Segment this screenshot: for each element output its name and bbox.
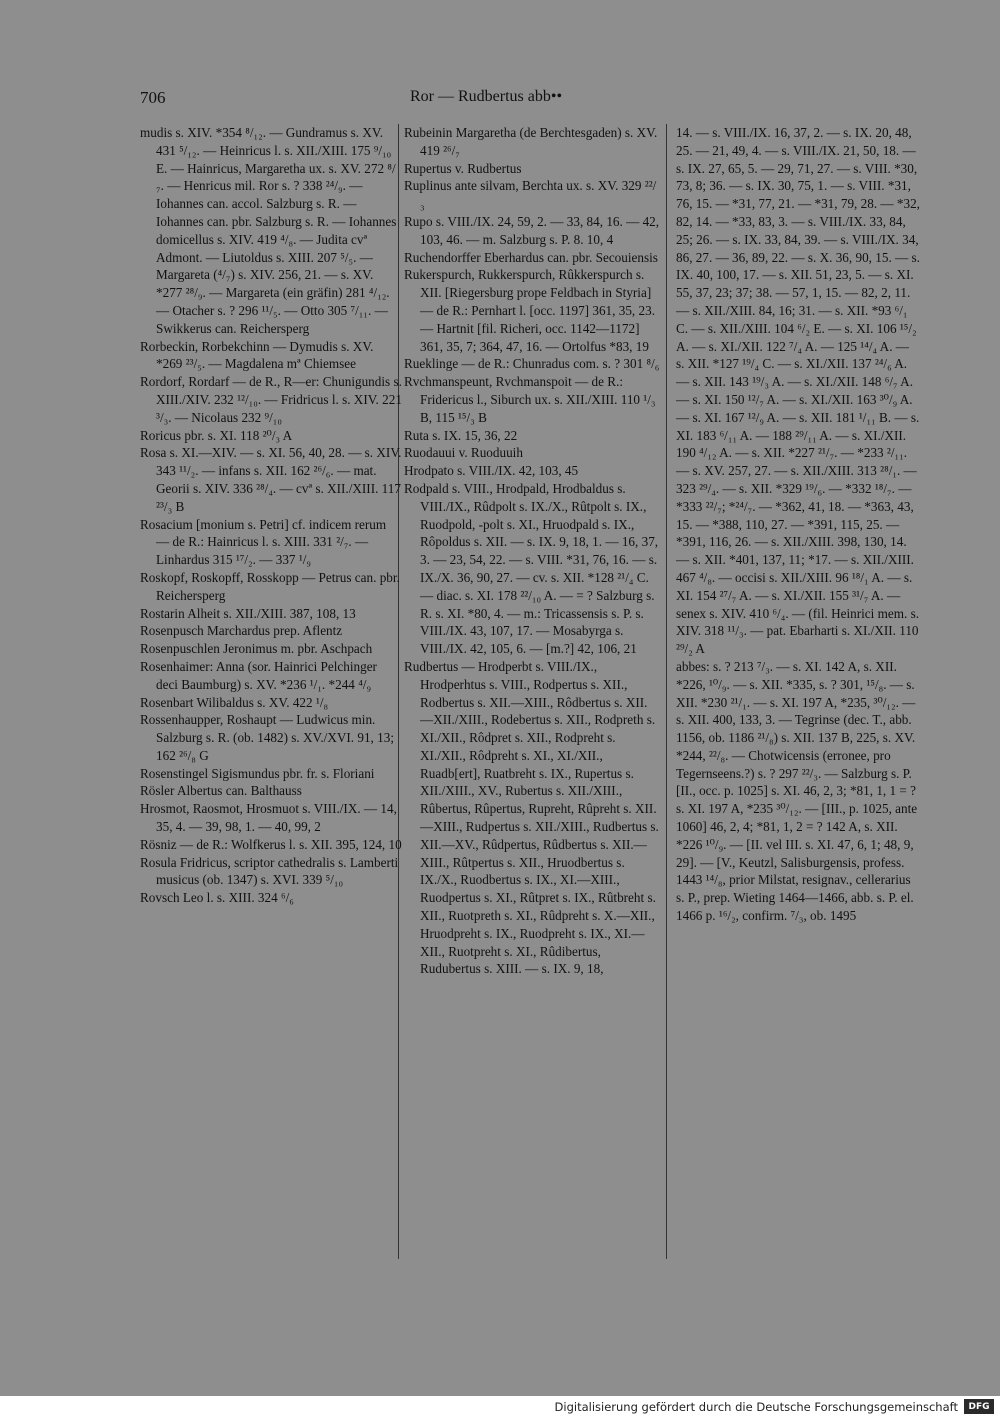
running-head: Ror — Rudbertus abb•• xyxy=(410,88,563,105)
index-entry: Rupertus v. Rudbertus xyxy=(404,160,522,176)
page-header xyxy=(140,88,870,110)
digitization-footer xyxy=(0,1396,1000,1419)
index-entry: Rukerspurch, Rukkerspurch, Rûkkerspurch s. XII. [Riegersburg prope Feldbach in Styria] — de R.: Pernhart l. [occ. 1197] 361, 35, 23. — Hartnit [fil. Richeri, occ. 1142—1172] 361, 35, 7; 364, 47, 16. — Ortolfus *83, 19 xyxy=(404,267,656,354)
index-entry: Hrosmot, Raosmot, Hrosmuot s. VIII./IX. — 14, 35, 4. — 39, 98, 1. — 40, 99, 2 xyxy=(140,801,397,835)
index-entry: Ruta s. IX. 15, 36, 22 xyxy=(404,427,518,443)
index-entry: Rosenstingel Sigismundus pbr. fr. s. Floriani xyxy=(140,765,375,781)
index-entry: Rossenhaupper, Roshaupt — Ludwicus min. Salzburg s. R. (ob. 1482) s. XV./XVI. 91, 13; 162 ²⁶/₈ G xyxy=(140,712,394,763)
index-entry: Rupo s. VIII./IX. 24, 59, 2. — 33, 84, 16. — 42, 103, 46. — m. Salzburg s. P. 8. 10, 4 xyxy=(404,213,660,247)
index-entry: Rosenpusch Marchardus prep. Aflentz xyxy=(140,623,343,639)
index-entry: 14. — s. VIII./IX. 16, 37, 2. — s. IX. 20, 48, 25. — 21, 49, 4. — s. VIII./IX. 21, 50, 18. — s. IX. 27, 65, 5. — 29, 71, 27. — s. VIII. *30, 73, 8; 36. — s. IX. 30, 75, 1. — s. VIII. *31, 76, 15. — *31, 77, 21. — *31, 79, 28. — *32, 82, 14. — *33, 83, 3. — s. VIII./IX. 33, 84, 25; 26. — s. IX. 33, 84, 39. — s. VIII./IX. 34, 86, 27. — 36, 89, 22. — s. X. 36, 90, 15. — s. IX. 40, 100, 17. — s. XII. 51, 23, 5. — s. XI. 55, 37, 23; 37; 38. — 57, 1, 15. — 82, 2, 11. — s. XII./XIII. 84, 16; 31. — s. XII. *93 ⁶/₁ C. — s. XII./XIII. 104 ⁶/₂ E. — s. XI. 106 ¹⁵/₂ A. — s. XI./XII. 122 ⁷/₄ A. — 125 ¹⁴/₄ A. — s. XII. *127 ¹⁹/₄ C. — s. XI./XII. 137 ²⁴/₆ A. — s. XII. 143 ¹⁹/₃ A. — s. XI./XII. 148 ⁶/₇ A. — s. XI. 150 ¹²/₇ A. — s. XI./XII. 163 ³⁰/₉ A. — s. XI. 167 ¹²/₉ A. — s. XII. 181 ¹/₁₁ B. — s. XI. 183 ⁶/₁₁ A. — 188 ²⁹/₁₁ A. — s. XI./XII. 190 ⁴/₁₂ A. — s. XII. *227 ²¹/₇. — *233 ²/₁₁. — s. XV. 257, 27. — s. XII./XIII. 313 ²⁸/₁. — 323 ²⁹/₄. — s. XII. *329 ¹⁹/₆. — *332 ¹⁸/₇. — *333 ²²/₇; *²⁴/₇. — *362, 41, 18. — *363, 43, 15. — *388, 110, 27. — *391, 115, 25. — *391, 116, 26. — s. XII./XIII. 398, 130, 14. — s. XII. *401, 137, 11; *17. — s. XII./XIII. 467 ⁴/₈. — occisi s. XII./XIII. 96 ¹⁸/₁ A. — s. XI. 154 ²⁷/₇ A. — s. XI./XII. 155 ³¹/₇ A. — senex s. XIV. 410 ⁶/₄. — (fil. Heinrici mem. s. XIV. 318 ¹¹/₃. — pat. Ebarharti s. XI./XII. 110 ²⁹/₂ A xyxy=(676,125,920,657)
index-entry: Roskopf, Roskopff, Rosskopp — Petrus can. pbr. Reichersperg xyxy=(140,569,400,603)
index-entry: Rueklinge — de R.: Chunradus com. s. ? 301 ⁸/₆ xyxy=(404,356,660,372)
index-column-3 xyxy=(676,124,920,925)
index-entry: Rosacium [monium s. Petri] cf. indicem rerum — de R.: Hainricus l. s. XIII. 331 ²/₇. — Linhardus 315 ¹⁷/₂. — 337 ¹/₉ xyxy=(140,516,387,568)
index-entry: Roricus pbr. s. XI. 118 ²⁰/₃ A xyxy=(140,427,293,443)
index-entry: Rösler Albertus can. Balthauss xyxy=(140,783,302,799)
funding-notice: Digitalisierung gefördert durch die Deutsche Forschungsgemeinschaft xyxy=(554,1400,958,1414)
column-divider xyxy=(666,124,667,1259)
page-number: 706 xyxy=(140,88,166,107)
index-entry: Rosenhaimer: Anna (sor. Hainrici Pelchinger deci Baumburg) s. XV. *236 ¹/₁. *244 ⁴/₉ xyxy=(140,658,377,692)
index-entry: Ruchendorffer Eberhardus can. pbr. Secouiensis xyxy=(404,249,658,265)
index-column-1 xyxy=(140,124,402,907)
index-entry: Rvchmanspeunt, Rvchmanspoit — de R.: Fridericus l., Siburch ux. s. XII./XIII. 110 ¹/₃ B, 115 ¹⁵/₃ B xyxy=(404,374,656,425)
dfg-logo: DFG xyxy=(964,1399,994,1414)
index-entry: mudis s. XIV. *354 ⁸/₁₂. — Gundramus s. XV. 431 ⁵/₁₂. — Heinricus l. s. XII./XIII. 175 ⁹/₁₀ E. — Hainricus, Margaretha ux. s. XV. 272 ⁸/₇. — Henricus mil. Ror s. ? 338 ²⁴/₉. — Iohannes can. accol. Salzburg s. R. — Iohannes can. pbr. Salzburg s. R. — Iohannes domicellus s. XIV. 419 ⁴/₈. — Judita cvª Admont. — Liutoldus s. XIII. 207 ⁵/₅. — Margareta (⁴/₇) s. XIV. 256, 21. — s. XV. *277 ²⁸/₉. — Margareta (ein gräfin) 281 ⁴/₁₂. — Otacher s. ? 296 ¹¹/₅. — Otto 305 ⁷/₁₁. — Swikkerus can. Reichersperg xyxy=(140,125,397,336)
index-entry: Rordorf, Rordarf — de R., R—er: Chunigundis s. XIII./XIV. 232 ¹²/₁₀. — Fridricus l. s. XIV. 221 ³/₃. — Nicolaus 232 ⁹/₁₀ xyxy=(140,374,402,425)
index-entry: abbes: s. ? 213 ⁷/₃. — s. XI. 142 A, s. XII. *226, ¹⁰/₉. — s. XII. *335, s. ? 301, ¹⁵/₈. — s. XII. *230 ²¹/₁. — s. XI. 197 A, *235, ³⁰/₁₂. — s. XII. 400, 133, 3. — Tegrinse (dec. T., abb. 1156, ob. 1186 ²¹/₈) s. XII. 137 B, 225, s. XV. *244, ²²/₈. — Chotwicensis (erronee, pro Tegernseens.?) s. ? 297 ²²/₃. — Salzburg s. P. [II., occ. p. 1025] s. XI. 46, 2, 3; *81, 1, 1 = ? s. XI. 197 A, *235 ³⁰/₁₂. — [III., p. 1025, ante 1060] 46, 2, 4; *81, 1, 2 = ? 142 A, s. XII. *226 ¹⁰/₉. — [II. vel III. s. XI. 47, 6, 1; 48, 9, 29]. — [V., Keutzl, Salisburgensis, profess. 1443 ¹⁴/₈, prior Milstat, resignav., cellerarius s. P., prep. Wieting 1464—1466, abb. s. P. el. 1466 p. ¹⁶/₂, confirm. ⁷/₃, ob. 1495 xyxy=(676,658,918,924)
index-entry: Ruplinus ante silvam, Berchta ux. s. XV. 329 ²²/₃ xyxy=(404,178,657,212)
index-entry: Rovsch Leo l. s. XIII. 324 ⁶/₆ xyxy=(140,890,294,906)
index-entry: Rosenbart Wilibaldus s. XV. 422 ¹/₈ xyxy=(140,694,329,710)
index-entry: Rostarin Alheit s. XII./XIII. 387, 108, 13 xyxy=(140,605,356,621)
index-entry: Rorbeckin, Rorbekchinn — Dymudis s. XV. *269 ²³/₅. — Magdalena mª Chiemsee xyxy=(140,338,374,372)
index-entry: Rosenpuschlen Jeronimus m. pbr. Aschpach xyxy=(140,641,373,657)
index-entry: Rubeinin Margaretha (de Berchtesgaden) s. XV. 419 ²⁶/₇ xyxy=(404,125,658,158)
index-entry: Rosula Fridricus, scriptor cathedralis s. Lamberti musicus (ob. 1347) s. XVI. 339 ⁵/₁₀ xyxy=(140,854,399,888)
index-entry: Rudbertus — Hrodperbt s. VIII./IX., Hrodperhtus s. VIII., Rodpertus s. XII., Rodbertus s. XII.—XIII., Rôdbertus s. XII.—XII./XIII., Rodebertus s. XII., Rodpreth s. XI./XII., Rôdpret s. XII., Rodpreht s. XI./XII., Rôdpreht s. XI., XI./XII., Ruadb[ert], Ruatbreht s. IX., Rupertus s. XII./XIII., XV., Rubertus s. XII./XIII., Rûbertus, Rûpertus, Rupreht, Rûpreht s. XII.—XIII., Rudpertus s. XII./XIII., Rudbertus s. XII.—XV., Rûdpertus, Rûdbertus s. XII.—XIII., Rûtpertus s. XII., Hruodbertus s. IX./X., Ruodbertus s. IX., XI.—XIII., Ruodpertus s. XI., Rûtpret s. IX., Rûtbreht s. XII., Ruotpreth s. XI., Rûdpreht s. X.—XII., Hruodpreht s. IX., Ruodpreht s. IX., XI.—XII., Ruotpreht s. XI., Rûdibertus, Rudubertus s. XIII. — s. IX. 9, 18, xyxy=(404,658,659,977)
index-entry: Rodpald s. VIII., Hrodpald, Hrodbaldus s. VIII./IX., Rûdpolt s. IX./X., Rûtpolt s. IX., Ruodpold, -polt s. XI., Hruodpald s. IX., Rôpoldus s. XII. — s. IX. 9, 18, 1. — 16, 37, 3. — 23, 54, 22. — s. VIII. *31, 76, 16. — s. IX./X. 36, 90, 27. — cv. s. XII. *128 ²¹/₄ C. — diac. s. XI. 178 ²²/₁₀ A. — = ? Salzburg s. R. s. XI. *80, 4. — m.: Tricassensis s. P. s. VIII./IX. 43, 107, 17. — Mosabyrga s. VIII./IX. 42, 105, 6. — [m.?] 42, 106, 21 xyxy=(404,480,659,657)
index-column-2 xyxy=(404,124,660,978)
index-entry: Rösniz — de R.: Wolfkerus l. s. XII. 395, 124, 10 xyxy=(140,836,402,852)
index-entry: Rosa s. XI.—XIV. — s. XI. 56, 40, 28. — s. XIV. 343 ¹¹/₂. — infans s. XII. 162 ²⁶/₆. — mat. Georii s. XIV. 336 ²⁸/₄. — cvª s. XII./XIII. 117 ²³/₃ B xyxy=(140,445,402,514)
index-entry: Ruodauui v. Ruoduuih xyxy=(404,445,523,461)
index-entry: Hrodpato s. VIII./IX. 42, 103, 45 xyxy=(404,463,579,479)
